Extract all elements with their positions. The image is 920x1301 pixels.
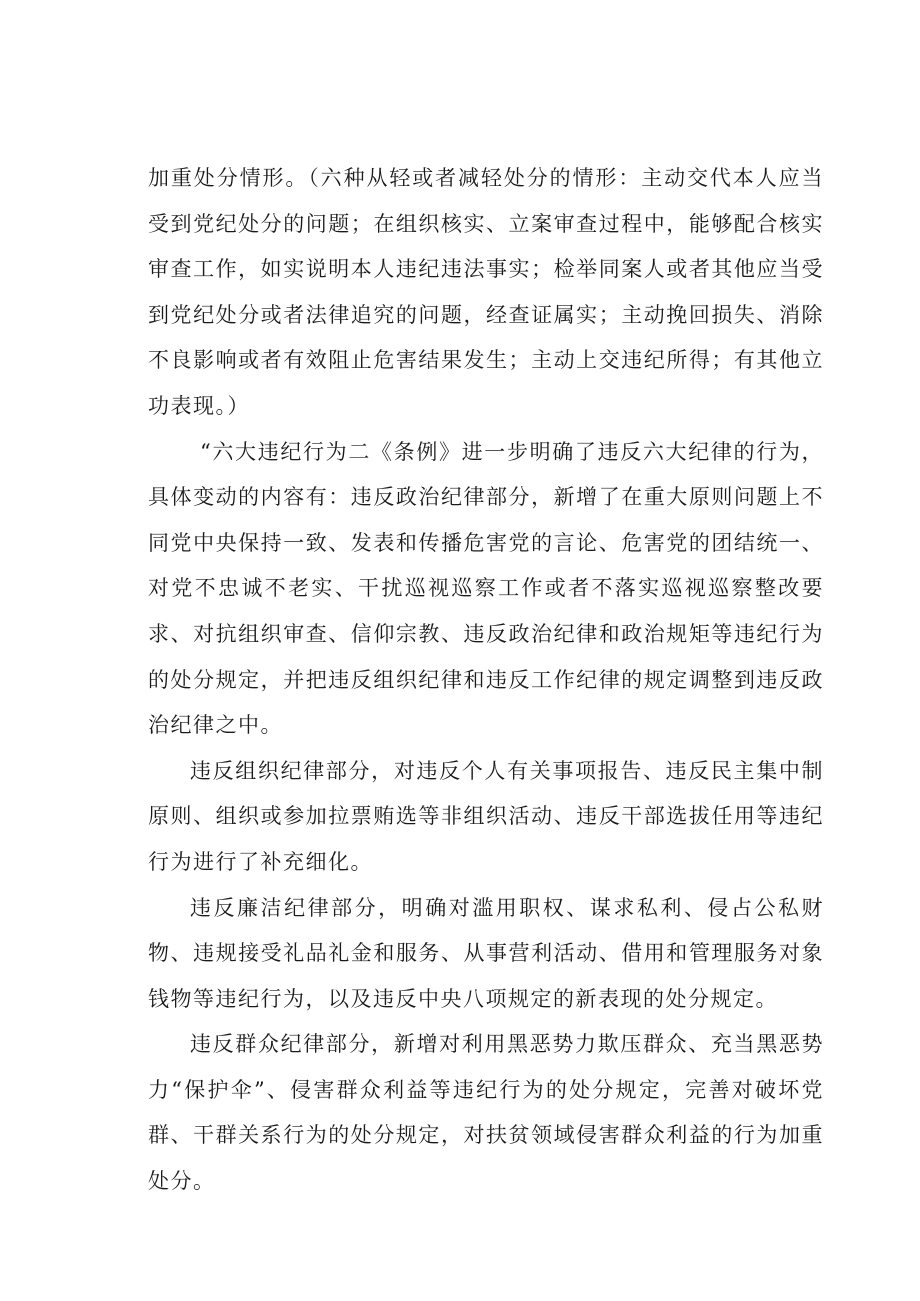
document-body bbox=[148, 156, 824, 1205]
paragraph-integrity-discipline: 违反廉洁纪律部分，明确对滥用职权、谋求私利、侵占公私财物、违规接受礼品礼金和服务、从事营利活动、借用和管理服务对象钱物等违纪行为，以及违反中央八项规定的新表现的处分规定。 bbox=[148, 895, 824, 1011]
paragraph-mass-discipline: 违反群众纪律部分，新增对利用黑恶势力欺压群众、充当黑恶势力“保护伞”、侵害群众利益等违纪行为的处分规定，完善对破坏党群、干群关系行为的处分规定，对扶贫领域侵害群众利益的行为加重处分。 bbox=[148, 1032, 824, 1194]
paragraph-six-violations: “六大违纪行为二《条例》进一步明确了违反六大纪律的行为，具体变动的内容有：违反政治纪律部分，新增了在重大原则问题上不同党中央保持一致、发表和传播危害党的言论、危害党的团结统一、对党不忠诚不老实、干扰巡视巡察工作或者不落实巡视巡察整改要求、对抗组织审查、信仰宗教、违反政治纪律和政治规矩等违纪行为的处分规定，并把违反组织纪律和违反工作纪律的规定调整到违反政治纪律之中。 bbox=[148, 439, 824, 738]
paragraph-lenient-punishment: 加重处分情形。（六种从轻或者减轻处分的情形：主动交代本人应当受到党纪处分的问题；在组织核实、立案审查过程中，能够配合核实审查工作，如实说明本人违纪违法事实；检举同案人或者其他应当受到党纪处分或者法律追究的问题，经查证属实；主动挽回损失、消除不良影响或者有效阻止危害结果发生；主动上交违纪所得；有其他立功表现。） bbox=[148, 166, 824, 418]
paragraph-organizational-discipline: 违反组织纪律部分，对违反个人有关事项报告、违反民主集中制原则、组织或参加拉票贿选等非组织活动、违反干部选拔任用等违纪行为进行了补充细化。 bbox=[148, 758, 824, 874]
